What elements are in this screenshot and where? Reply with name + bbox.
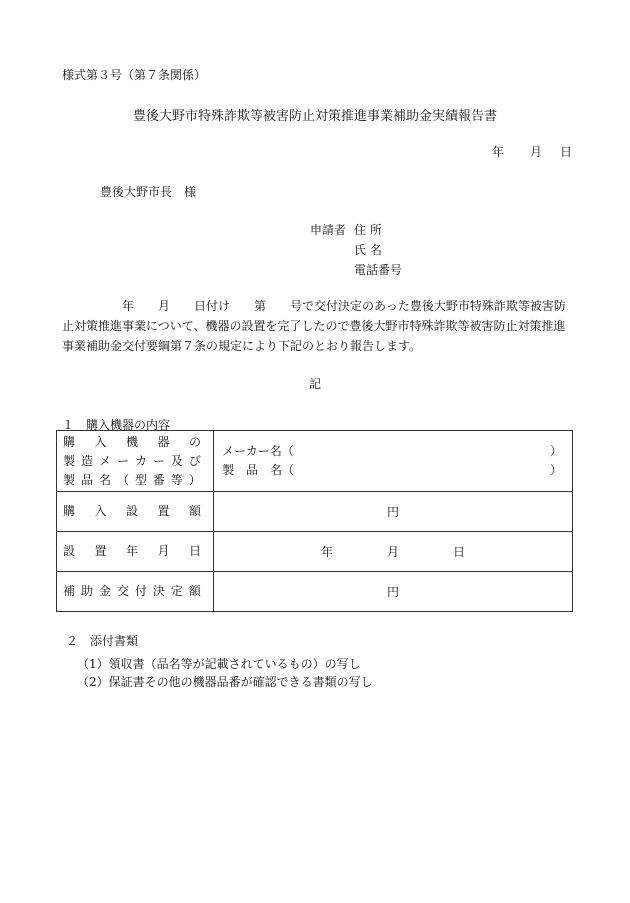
yen-unit: 円 — [386, 585, 399, 599]
install-date-field[interactable] — [214, 532, 573, 572]
name-label: 氏 名 — [354, 243, 382, 257]
ki-heading: 記 — [308, 377, 321, 391]
document-title: 豊後大野市特殊詐欺等被害防止対策推進事業補助金実績報告書 — [132, 109, 497, 124]
maker-name-field[interactable] — [222, 442, 562, 461]
purchase-amount-field[interactable] — [214, 492, 573, 532]
maker-product-value-cell[interactable] — [214, 431, 573, 492]
date-year-label: 年 — [492, 145, 505, 159]
maker-name-label: メーカー名（ — [222, 444, 294, 458]
attachment-item: （1）領収書（品名等が記載されているもの）の写し — [77, 657, 361, 671]
date-month-label: 月 — [530, 145, 543, 159]
install-day-label: 日 — [452, 545, 465, 559]
report-date — [492, 143, 572, 160]
table-row — [57, 532, 573, 572]
applicant-label: 申請者 — [310, 223, 347, 237]
install-year-label: 年 — [320, 545, 333, 559]
maker-name-close: ） — [549, 444, 562, 458]
equipment-table — [56, 430, 573, 612]
addressee: 豊後大野市長 様 — [100, 185, 197, 199]
section2-title: ２ 添付書類 — [66, 634, 139, 648]
product-name-field[interactable] — [222, 461, 562, 480]
phone-label: 電話番号 — [354, 263, 403, 277]
table-row — [57, 572, 573, 612]
label-line: 製 造 メ ー カ ー 及 び — [63, 453, 201, 468]
section1-title: １ 購入機器の内容 — [62, 418, 171, 432]
form-number: 様式第３号（第７条関係） — [62, 68, 207, 82]
table-row — [57, 431, 573, 492]
product-name-label: 製 品 名（ — [222, 463, 295, 477]
label-line: 製 品 名 （ 型 番 等 ） — [63, 472, 201, 487]
install-month-label: 月 — [386, 545, 399, 559]
product-name-close: ） — [549, 463, 562, 477]
date-day-label: 日 — [560, 145, 573, 159]
address-label: 住 所 — [354, 223, 382, 237]
report-body-text: 年 月 日付け 第 号で交付決定のあった豊後大野市特殊詐欺等被害防止対策推進事業について、機器の設置を完了したので豊後大野市特殊詐欺等被害防止対策推進事業補助金交付要綱第７条の規定により下記のとおり報告します。 — [62, 299, 566, 353]
yen-unit: 円 — [386, 505, 399, 519]
table-row — [57, 492, 573, 532]
purchase-amount-label-cell: 購 入 設 置 額 — [57, 492, 214, 532]
attachment-item: （2）保証書その他の機器品番が確認できる書類の写し — [77, 675, 373, 689]
subsidy-amount-field[interactable] — [214, 572, 573, 612]
subsidy-amount-label-cell: 補 助 金 交 付 決 定 額 — [57, 572, 214, 612]
install-date-label-cell: 設 置 年 月 日 — [57, 532, 214, 572]
maker-product-label-cell — [57, 431, 214, 492]
label-line: 購 入 機 器 の — [63, 434, 201, 449]
